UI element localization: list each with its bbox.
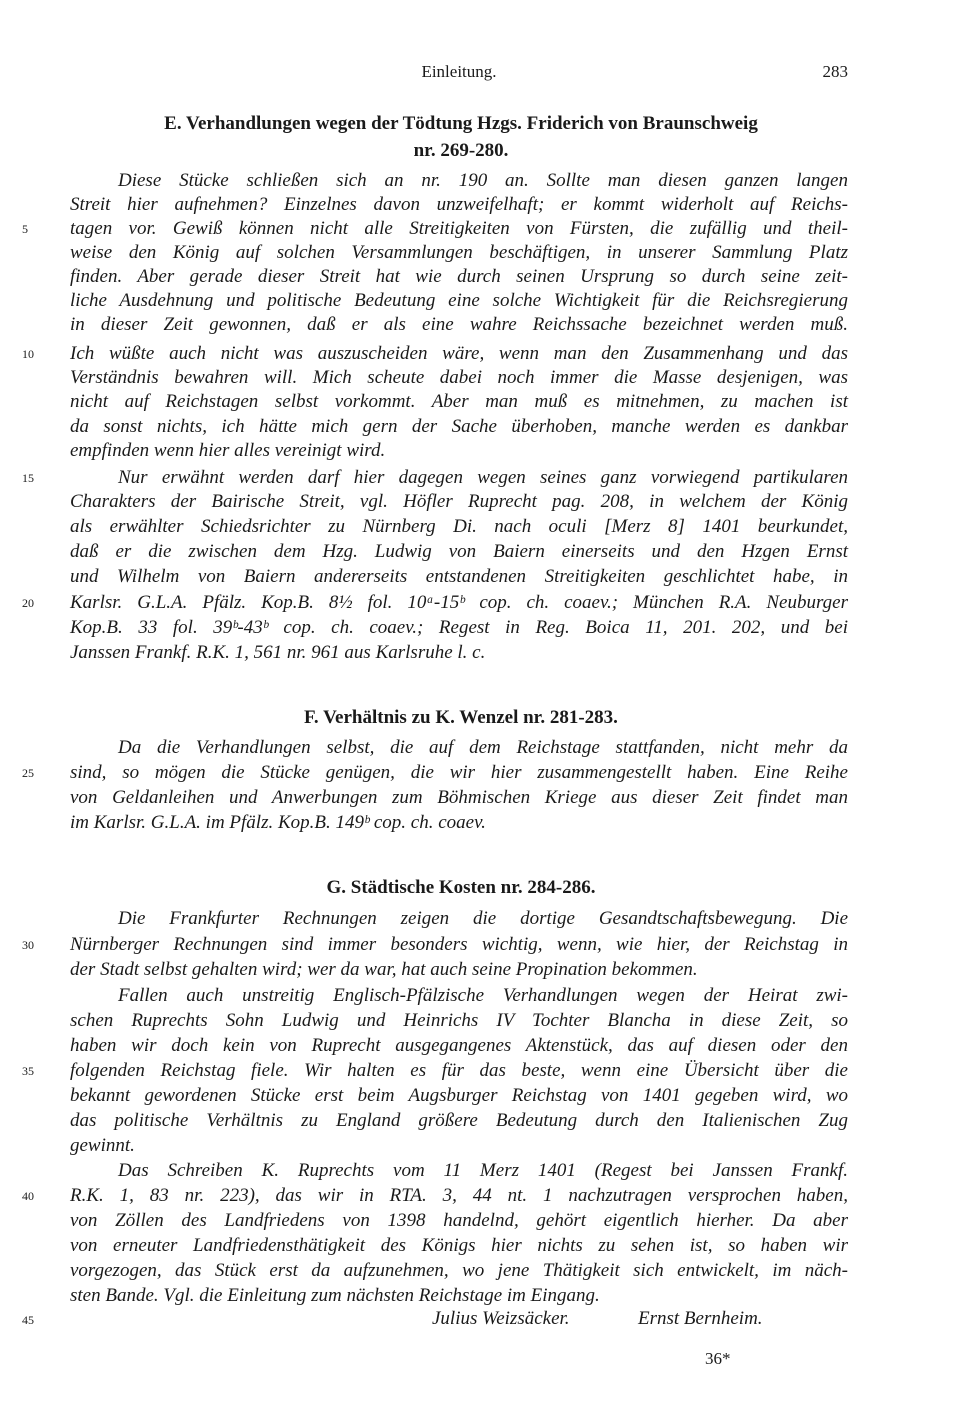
text-line: der Stadt selbst gehalten wird; wer da war, hat auch seine Propination bekommen. xyxy=(70,959,698,980)
section-title-line: nr. 269-280. xyxy=(413,140,509,161)
section-title-line: E. Verhandlungen wegen der Tödtung Hzgs. Friderich von Braunschweig xyxy=(164,113,758,134)
text-line: in dieser Zeit gewonnen, daß er als eine wahre Reichssache bezeichnet werden muß. xyxy=(70,314,848,335)
text-line: von Zöllen des Landfriedens von 1398 handelnd, gehört eigentlich hierher. Da aber xyxy=(70,1210,848,1231)
text-line: R.K. 1, 83 nr. 223), das wir in RTA. 3, 44 nt. 1 nachzutragen versprochen haben, xyxy=(70,1185,848,1206)
text-line: tagen vor. Gewiß können nicht alle Streitigkeiten von Fürsten, die zufällig und theil- xyxy=(70,218,848,239)
text-line: weise den König auf solchen Versammlungen beschäftigen, in unserer Sammlung Platz xyxy=(70,242,848,263)
line-number: 30 xyxy=(22,938,34,952)
text-line: Nürnberger Rechnungen sind immer besonders wichtig, wenn, wie hier, der Reichstag in xyxy=(70,934,848,955)
section-title-g xyxy=(66,874,856,901)
text-line: Diese Stücke schließen sich an nr. 190 an. Sollte man diesen ganzen langen xyxy=(118,170,848,191)
text-line: vorgezogen, das Stück erst da aufzunehmen, wo jene Thätigkeit sich entwickelt, im näch- xyxy=(70,1260,848,1281)
line-number: 45 xyxy=(22,1313,34,1327)
line-number: 10 xyxy=(22,347,34,361)
section-title-line: G. Städtische Kosten nr. 284-286. xyxy=(326,877,596,898)
text-line: daß er die zwischen dem Hzg. Ludwig von Baiern einerseits und den Hzgen Ernst xyxy=(70,541,848,562)
line-number: 35 xyxy=(22,1064,34,1078)
page-header xyxy=(70,62,848,86)
section-title-f xyxy=(66,704,856,731)
text-line: Die Frankfurter Rechnungen zeigen die dortige Gesandtschaftsbewegung. Die xyxy=(118,908,848,929)
text-line: Janssen Frankf. R.K. 1, 561 nr. 961 aus Karlsruhe l. c. xyxy=(70,642,486,663)
text-line: Karlsr. G.L.A. Pfälz. Kop.B. 8½ fol. 10ᵃ-15ᵇ cop. ch. coaev.; München R.A. Neuburger xyxy=(70,592,848,613)
text-line: liche Ausdehnung und politische Bedeutung eine solche Wichtigkeit für die Reichsregierung xyxy=(70,290,848,311)
page-number: 283 xyxy=(822,62,848,81)
text-line: bekannt gewordenen Stücke erst beim Augsburger Reichstag von 1401 gegeben wird, wo xyxy=(70,1085,848,1106)
text-line: finden. Aber gerade dieser Streit hat wie durch seinen Ursprung so durch seine zeit- xyxy=(70,266,848,287)
text-line: haben wir doch kein von Ruprecht ausgegangenes Aktenstück, das auf diesen oder den xyxy=(70,1035,848,1056)
signature-weizsaecker: Julius Weizsäcker. xyxy=(432,1308,570,1329)
text-line: das politische Verhältnis zu England größere Bedeutung durch den Italienischen Zug xyxy=(70,1110,848,1131)
text-line: sind, so mögen die Stücke genügen, die wir hier zusammengestellt haben. Eine Reihe xyxy=(70,762,848,783)
text-line: Das Schreiben K. Ruprechts vom 11 Merz 1401 (Regest bei Janssen Frankf. xyxy=(118,1160,848,1181)
line-number: 15 xyxy=(22,471,34,485)
text-line: Kop.B. 33 fol. 39ᵇ-43ᵇ cop. ch. coaev.; Regest in Reg. Boica 11, 201. 202, und bei xyxy=(70,617,848,638)
text-line: schen Ruprechts Sohn Ludwig und Heinrichs IV Tochter Blancha in diese Zeit, so xyxy=(70,1010,848,1031)
text-line: Streit hier aufnehmen? Einzelnes davon unzweifelhaft; er kommt widerholt auf Reichs- xyxy=(70,194,848,215)
text-line: und Wilhelm von Baiern andererseits entstandenen Streitigkeiten geschlichtet habe, in xyxy=(70,566,848,587)
section-title-e xyxy=(66,110,856,164)
text-line: empfinden wenn hier alles vereinigt wird. xyxy=(70,440,386,461)
text-line: im Karlsr. G.L.A. im Pfälz. Kop.B. 149ᵇ cop. ch. coaev. xyxy=(70,812,486,833)
text-line: Charakters der Bairische Streit, vgl. Höfler Ruprecht pag. 208, in welchem der König xyxy=(70,491,848,512)
text-line: als erwählter Schiedsrichter zu Nürnberg Di. nach oculi [Merz 8] 1401 beurkundet, xyxy=(70,516,848,537)
line-number: 40 xyxy=(22,1189,34,1203)
section-title-line: F. Verhältnis zu K. Wenzel nr. 281-283. xyxy=(304,707,618,728)
line-number: 5 xyxy=(22,222,28,236)
signature-mark: 36* xyxy=(705,1349,731,1368)
line-number: 25 xyxy=(22,766,34,780)
signature-bernheim: Ernst Bernheim. xyxy=(638,1308,763,1329)
text-line: da sonst nichts, ich hätte mich gern der Sache überhoben, manche werden es dankbar xyxy=(70,416,848,437)
text-line: von erneuter Landfriedensthätigkeit des Königs hier nichts zu sehen ist, so haben wir xyxy=(70,1235,848,1256)
text-line: Ich wüßte auch nicht was auszuscheiden wäre, wenn man den Zusammenhang und das xyxy=(70,343,848,364)
text-line: folgenden Reichstag fiele. Wir halten es für das beste, wenn eine Übersicht über die xyxy=(70,1060,848,1081)
text-line: sten Bande. Vgl. die Einleitung zum nächsten Reichstage im Eingang. xyxy=(70,1285,600,1306)
line-number: 20 xyxy=(22,596,34,610)
text-line: von Geldanleihen und Anwerbungen zum Böhmischen Kriege aus dieser Zeit findet man xyxy=(70,787,848,808)
text-line: Da die Verhandlungen selbst, die auf dem Reichstage stattfanden, nicht mehr da xyxy=(118,737,848,758)
text-line: Nur erwähnt werden darf hier dagegen wegen seines ganz vorwiegend partikularen xyxy=(118,467,848,488)
text-line: nicht auf Reichstagen selbst vorkommt. Aber man muß es mitnehmen, zu machen ist xyxy=(70,391,848,412)
text-line: Verständnis bewahren will. Mich scheute dabei noch immer die Masse desjenigen, was xyxy=(70,367,848,388)
text-line: gewinnt. xyxy=(70,1135,135,1156)
running-head: Einleitung. xyxy=(421,62,497,81)
text-line: Fallen auch unstreitig Englisch-Pfälzische Verhandlungen wegen der Heirat zwi- xyxy=(118,985,848,1006)
